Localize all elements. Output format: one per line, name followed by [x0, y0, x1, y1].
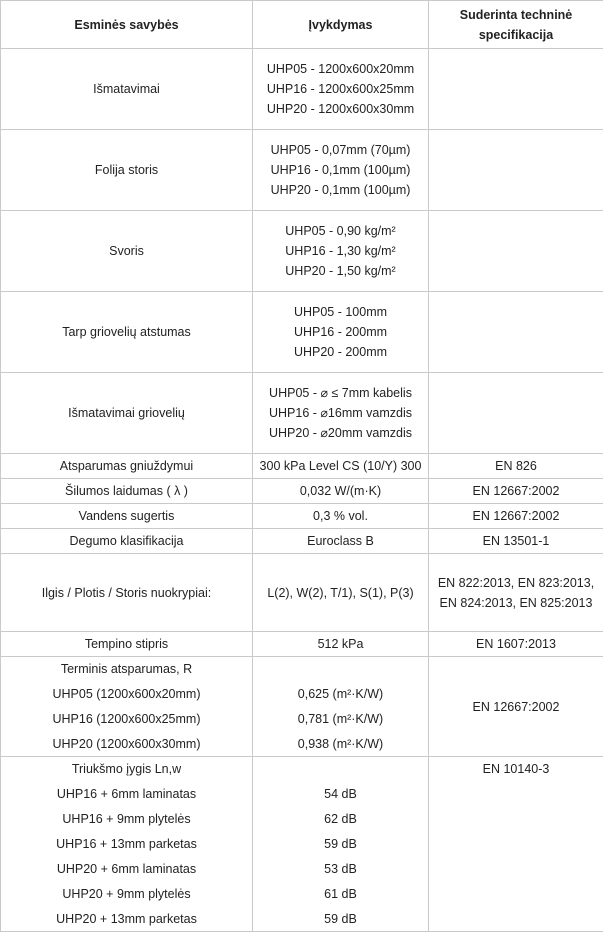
performance-line: UHP20 - 200mm — [293, 345, 388, 359]
table-row — [1, 373, 603, 454]
performance-line: UHP20 - 1200x600x30mm — [266, 102, 415, 116]
group-item-value: 59 dB — [253, 832, 429, 857]
header-property: Esminės savybės — [1, 1, 253, 49]
property-cell: Šilumos laidumas ( λ ) — [1, 479, 253, 504]
performance-line: UHP16 - 1200x600x25mm — [266, 82, 415, 96]
table-row — [1, 211, 603, 292]
property-cell: Išmatavimai griovelių — [1, 373, 253, 454]
group-item-value: 62 dB — [253, 807, 429, 832]
performance-cell — [253, 657, 429, 682]
performance-cell — [253, 454, 429, 479]
performance-cell — [253, 211, 429, 292]
performance-cell — [253, 479, 429, 504]
group-item-label: UHP16 + 6mm laminatas — [1, 782, 253, 807]
table-row — [1, 757, 603, 782]
table-row — [1, 130, 603, 211]
performance-line: UHP05 - 100mm — [293, 305, 388, 319]
property-cell: Ilgis / Plotis / Storis nuokrypiai: — [1, 554, 253, 632]
performance-line: UHP16 - 1,30 kg/m² — [285, 244, 396, 258]
group-item-value: 53 dB — [253, 857, 429, 882]
performance-cell — [253, 49, 429, 130]
performance-cell — [253, 292, 429, 373]
group-item-label: UHP20 + 13mm parketas — [1, 907, 253, 932]
group-item-value: 0,625 (m²·K/W) — [253, 682, 429, 707]
specification-cell: EN 826 — [429, 454, 603, 479]
specification-cell — [429, 211, 603, 292]
performance-cell — [253, 504, 429, 529]
specification-cell — [429, 49, 603, 130]
group-item-label: UHP16 (1200x600x25mm) — [1, 707, 253, 732]
specification-cell: EN 822:2013, EN 823:2013, EN 824:2013, EN 825:2013 — [429, 554, 603, 632]
group-item-value: 0,781 (m²·K/W) — [253, 707, 429, 732]
performance-line: UHP20 - 0,1mm (100µm) — [270, 183, 411, 197]
specification-cell — [429, 292, 603, 373]
performance-line: 0,032 W/(m·K) — [299, 484, 382, 498]
table-row — [1, 632, 603, 657]
table-row — [1, 657, 603, 682]
performance-line: UHP16 - ⌀16mm vamzdis — [269, 406, 412, 420]
performance-line: UHP20 - 1,50 kg/m² — [285, 264, 396, 278]
performance-line: UHP05 - 0,90 kg/m² — [285, 224, 396, 238]
performance-cell — [253, 632, 429, 657]
table-row — [1, 49, 603, 130]
group-item-value: 0,938 (m²·K/W) — [253, 732, 429, 757]
specification-cell: EN 12667:2002 — [429, 504, 603, 529]
group-item-label: UHP16 + 13mm parketas — [1, 832, 253, 857]
property-cell: Atsparumas gniuždymui — [1, 454, 253, 479]
group-item-label: UHP20 + 9mm plytelės — [1, 882, 253, 907]
group-item-label: UHP16 + 9mm plytelės — [1, 807, 253, 832]
specification-cell — [429, 130, 603, 211]
group-item-label: UHP20 (1200x600x30mm) — [1, 732, 253, 757]
group-title-cell: Triukšmo įygis Ln,w — [1, 757, 253, 782]
specification-cell: EN 12667:2002 — [429, 657, 603, 757]
performance-cell — [253, 529, 429, 554]
performance-line: UHP05 - 0,07mm (70µm) — [270, 143, 411, 157]
performance-line: UHP20 - ⌀20mm vamzdis — [269, 426, 412, 440]
property-cell: Degumo klasifikacija — [1, 529, 253, 554]
property-cell: Svoris — [1, 211, 253, 292]
group-item-value: 54 dB — [253, 782, 429, 807]
property-cell: Išmatavimai — [1, 49, 253, 130]
performance-line: UHP16 - 200mm — [293, 325, 388, 339]
group-item-label: UHP05 (1200x600x20mm) — [1, 682, 253, 707]
performance-cell — [253, 373, 429, 454]
performance-line: UHP05 - 1200x600x20mm — [266, 62, 415, 76]
performance-line: UHP16 - 0,1mm (100µm) — [270, 163, 411, 177]
table-row — [1, 529, 603, 554]
header-performance: Įvykdymas — [253, 1, 429, 49]
performance-line: 512 kPa — [317, 637, 364, 651]
performance-line: UHP05 - ⌀ ≤ 7mm kabelis — [269, 386, 412, 400]
specification-cell — [429, 373, 603, 454]
performance-cell — [253, 757, 429, 782]
property-cell: Vandens sugertis — [1, 504, 253, 529]
group-item-label: UHP20 + 6mm laminatas — [1, 857, 253, 882]
group-title-cell: Terminis atsparumas, R — [1, 657, 253, 682]
performance-line: 300 kPa Level CS (10/Y) 300 — [259, 459, 422, 473]
table-row — [1, 504, 603, 529]
property-cell: Tarp griovelių atstumas — [1, 292, 253, 373]
performance-cell — [253, 130, 429, 211]
table-row — [1, 479, 603, 504]
table-row — [1, 554, 603, 632]
specification-cell: EN 13501-1 — [429, 529, 603, 554]
table-row — [1, 454, 603, 479]
group-item-value: 61 dB — [253, 882, 429, 907]
property-cell: Folija storis — [1, 130, 253, 211]
specification-cell: EN 10140-3 — [429, 757, 603, 932]
specification-cell: EN 12667:2002 — [429, 479, 603, 504]
property-cell: Tempino stipris — [1, 632, 253, 657]
specification-cell: EN 1607:2013 — [429, 632, 603, 657]
header-row — [1, 1, 603, 49]
performance-cell — [253, 554, 429, 632]
performance-line: Euroclass B — [307, 534, 374, 548]
header-specification: Suderinta techninė specifikacija — [429, 1, 603, 49]
performance-line: L(2), W(2), T/1), S(1), P(3) — [267, 585, 414, 600]
table-row — [1, 292, 603, 373]
performance-line: 0,3 % vol. — [313, 509, 368, 523]
group-item-value: 59 dB — [253, 907, 429, 932]
